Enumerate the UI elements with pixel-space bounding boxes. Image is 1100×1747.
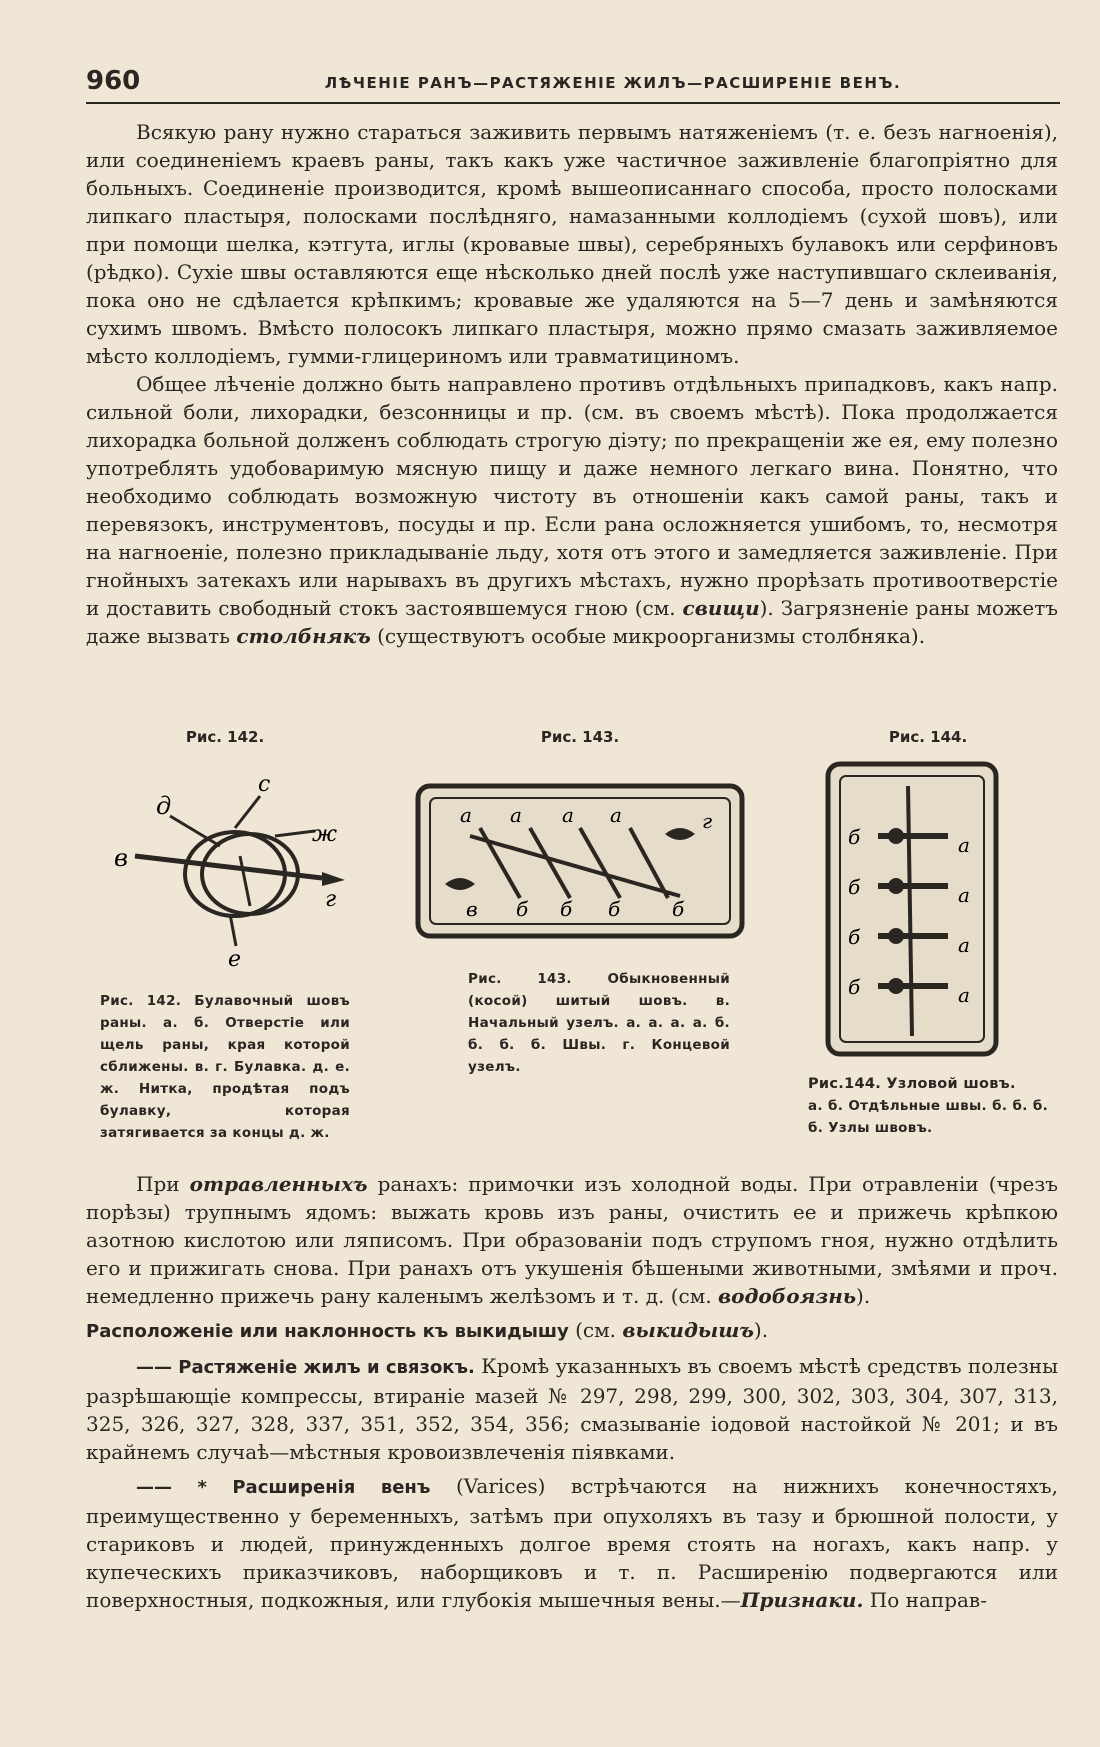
- label-d: д: [156, 792, 172, 820]
- label-a-3: а: [958, 933, 970, 957]
- figure-144-caption-title: Рис.144. Узловой шовъ.: [808, 1076, 1016, 1092]
- label-e: е: [228, 947, 242, 972]
- label-b-4: б: [672, 897, 685, 921]
- knot-3: [888, 928, 904, 944]
- cross-ref-stolbnyak: столбнякъ: [236, 624, 371, 648]
- label-b-3: б: [848, 925, 861, 949]
- heading-varices: —— * Расширенія венъ: [136, 1477, 431, 1498]
- label-zh: ж: [312, 822, 338, 847]
- label-b-1: б: [848, 825, 861, 849]
- cross-ref-svishchi: свищи: [682, 596, 760, 620]
- label-b-3: б: [608, 897, 621, 921]
- upper-text: [86, 118, 1058, 650]
- label-b-1: б: [516, 897, 529, 921]
- thread-end-bottom: [230, 914, 236, 946]
- label-a-2: а: [958, 883, 970, 907]
- paragraph-general-treatment: Общее лѣченіе должно быть направлено противъ отдѣльныхъ припадковъ, какъ напр. сильной боли, лихорадки, безсонницы и пр. (см. въ своемъ мѣстѣ). Пока продолжается лихорадка больной долженъ соблюдать строгую діэту; по прекращеніи же ея, ему полезно употреблять удобоваримую мясную пищу и даже немного легкаго вина. Понятно, что необходимо соблюдать возможную чистоту въ отношеніи какъ самой раны, такъ и перевязокъ, инструментовъ, посуды и пр. Если рана осложняется ушибомъ, то, несмотря на нагноеніе, полезно прикладываніе льду, хотя отъ этого и замедляется заживленіе. При гнойныхъ затекахъ или нарывахъ въ другихъ мѣстахъ, нужно прорѣзать противоотверстіе и доставить свободный стокъ застоявшемуся гною (см. свищи). Загрязненіе раны можетъ даже вызвать столбнякъ (существуютъ особые микроорганизмы столбняка).: [86, 372, 1059, 648]
- knot-2: [888, 878, 904, 894]
- running-title: ЛѢЧЕНІЕ РАНЪ—РАСТЯЖЕНІЕ ЖИЛЪ—РАСШИРЕНІЕ ВЕНЪ.: [324, 74, 902, 92]
- label-v: в: [114, 844, 128, 872]
- label-b-2: б: [848, 875, 861, 899]
- term-signs: Признаки.: [740, 1588, 864, 1612]
- knot-1: [888, 828, 904, 844]
- wound-slit: [240, 856, 250, 906]
- oblique-suture-illustration: [410, 756, 750, 946]
- label-g: г: [325, 887, 337, 912]
- label-a-2: а: [510, 803, 522, 827]
- paragraph-primary-healing: Всякую рану нужно стараться заживить первымъ натяженіемъ (т. е. безъ нагноенія), или соединеніемъ краевъ раны, такъ какъ уже частичное заживленіе благопріятно для больныхъ. Соединеніе производится, кромѣ вышеописаннаго способа, просто полосками липкаго пластыря, полосками послѣдняго, намазанными коллодіемъ (сухой шовъ), или при помощи шелка, кэтгута, иглы (кровавые швы), серебряныхъ булавокъ или серфиновъ (рѣдко). Сухіе швы оставляются еще нѣсколько дней послѣ уже наступившаго склеиванія, пока оно не сдѣлается крѣпкимъ; кровавые же удаляются на 5—7 день и замѣняются сухимъ швомъ. Вмѣсто полосокъ липкаго пластыря, можно прямо смазать заживляемое мѣсто коллодіемъ, гумми-глицериномъ или травматициномъ.: [86, 120, 1058, 368]
- figure-142: [100, 728, 350, 1144]
- paragraph-miscarriage: Расположеніе или наклонность къ выкидышу (см. выкидышъ).: [86, 1318, 769, 1342]
- lower-text: [86, 1170, 1058, 1614]
- figure-143-caption: Рис. 143. Обыкновенный (косой) шитый шовъ. в. Начальный узелъ. а. а. а. а. б. б. б. б. Швы. г. Концевой узелъ.: [468, 971, 730, 1075]
- label-a-4: а: [958, 983, 970, 1007]
- label-a-1: а: [460, 803, 472, 827]
- interrupted-suture-illustration: [808, 756, 1048, 1061]
- thread-zh: [275, 831, 315, 836]
- knot-4: [888, 978, 904, 994]
- label-s: с: [258, 772, 271, 797]
- paragraph-poisoned-wounds: При отравленныхъ ранахъ: примочки изъ холодной воды. При отравленіи (чрезъ порѣзы) трупнымъ ядомъ: выжать кровь изъ раны, очистить ее и прижечь крѣпкою азотною кислотою или ляписомъ. При образованіи подъ струпомъ гноя, нужно отдѣлить его и прижигать снова. При ранахъ отъ укушенія бѣшеными животными, змѣями и проч. немедленно прижечь рану каленымъ желѣзомъ и т. д. (см. водобоязнь).: [86, 1172, 1059, 1308]
- paragraph-sprains: —— Растяженіе жилъ и связокъ. Кромѣ указанныхъ въ своемъ мѣстѣ средствъ полезны разрѣшающіе компрессы, втираніе мазей № 297, 298, 299, 300, 302, 303, 304, 307, 313, 325, 326, 327, 328, 337, 351, 352, 354, 356; смазываніе іодовой настойкой № 201; и въ крайнемъ случаѣ—мѣстныя кровоизвлеченія піявками.: [86, 1354, 1059, 1464]
- paragraph-varices: —— * Расширенія венъ (Varices) встрѣчаются на нижнихъ конечностяхъ, преимущественно у беременныхъ, затѣмъ при опухоляхъ въ тазу и брюшной полости, у стариковъ и людей, принужденныхъ долгое время стоять на ногахъ, какъ напр. у купеческихъ приказчиковъ, наборщиковъ и т. п. Расширенію подвергаются или поверхностныя, подкожныя, или глубокія мышечныя вены.—Признаки. По направ-: [86, 1474, 1058, 1612]
- label-v: в: [466, 897, 478, 921]
- label-a-3: а: [562, 803, 574, 827]
- label-b-4: б: [848, 975, 861, 999]
- figure-142-caption: Рис. 142. Булавочный шовъ раны. а. б. Отверстіе или щель раны, края которой сближены. в. г. Булавка. д. е. ж. Нитка, продѣтая подъ булавку, которая затягивается за концы д. ж.: [100, 993, 350, 1141]
- term-poisoned: отравленныхъ: [189, 1172, 368, 1196]
- label-g: г: [702, 809, 713, 833]
- pin-suture-illustration: [100, 756, 350, 976]
- label-a-4: а: [610, 803, 622, 827]
- figure-143: [410, 728, 750, 1078]
- figure-144-caption: а. б. Отдѣльные швы. б. б. б. б. Узлы швовъ.: [808, 1098, 1048, 1136]
- page-header: [86, 62, 1060, 104]
- pin-head: [322, 872, 345, 886]
- heading-sprains: —— Растяженіе жилъ и связокъ.: [136, 1357, 475, 1378]
- heading-miscarriage: Расположеніе или наклонность къ выкидышу: [86, 1321, 569, 1342]
- figure-143-title: Рис. 143.: [540, 728, 620, 746]
- figure-144-title: Рис. 144.: [888, 728, 968, 746]
- label-a-1: а: [958, 833, 970, 857]
- thread-end-top: [235, 796, 260, 828]
- cross-ref-vykidysh: выкидышъ: [622, 1318, 754, 1342]
- figure-144: [808, 728, 1048, 1139]
- cross-ref-vodoboyazn: водобоязнь: [718, 1284, 857, 1308]
- figure-142-title: Рис. 142.: [185, 728, 265, 746]
- thread-d: [170, 816, 220, 846]
- label-b-2: б: [560, 897, 573, 921]
- page-number: 960: [86, 66, 141, 96]
